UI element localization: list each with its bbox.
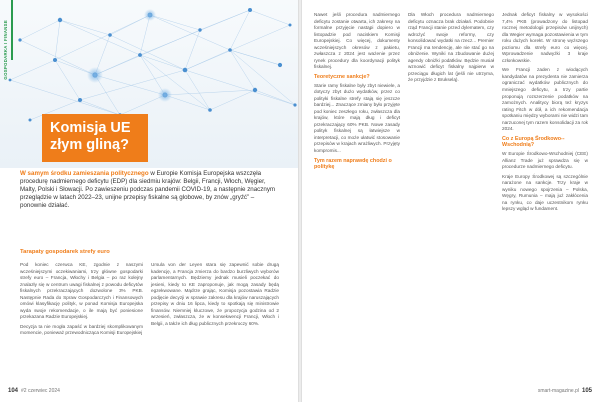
issue-label: #2 czerwiec 2024: [21, 388, 60, 394]
right-heading-2: Tym razem naprawdę chodzi o politykę: [314, 157, 392, 171]
right-column-3: [502, 12, 588, 216]
footer-left: [8, 388, 60, 394]
article-title-line2: złym gliną?: [50, 137, 129, 153]
left-subheading: Tarapaty gospodarek strefy euro: [20, 249, 110, 255]
article-title-line1: Komisja UE: [50, 120, 131, 136]
paragraph: Nawet jeśli procedura nadmiernego deficytu zostanie otwarta, ich zakresy na formalne przyjęcie nastąpi dopiero w listopadzie pod naciskiem Komisji Europejskiej. Co więcej, dokumenty wcześniejszych okresów z pakietu, zwłaszcza z 2024 jest ważenie przez rynek procedury dla koordynacji polityk fiskalnej.: [314, 12, 400, 70]
lead-bold: W samym środku zamieszania politycznego: [20, 170, 149, 177]
paragraph: Ursula von der Leyen stara się zapewnić sobie drugą kadencję, a Francja zmierza do bardzo burzliwych wyborów parlamentarnych. Będziemy jednak musieli poczekać do jesieni, kiedy to KE zaproponuje, jak mogą zasady będą egzekwowane. Mądrze grając, Komisja pozostawia Radzie podjęcie decyzji w sprawie zakresu dla krajów naruszających przepisy w dniu 16 lipca, kiedy to spotkają się ministrowie finansów. Niemniej kluczowe, że propozycja godzina od 2 wrzesień, zwłaszcza, że w konsekwencji Francji, Włoch i Belgii, a także ich dług publicznych przekroczy 60%.: [151, 262, 279, 326]
right-column-1: [314, 12, 400, 173]
right-column-2: [408, 12, 494, 87]
left-column-1: [20, 262, 143, 340]
paragraph: We Francji zaden z wiodących kandydatów na prezydenta nie zamierza ograniczać wydatków publicznych do mniejszego deficytu, a trzy partie proponują rozszerzenie podatków na zamożnych. Analitycy biorą też kryzys rating Fitch w dół, a ich rekomendacja spotkaniu między wyborami nie widzi tam narzuconej tym razem konsolidacji za rok 2024.: [502, 67, 588, 132]
article-title-box: [42, 114, 148, 162]
left-page: [0, 0, 298, 402]
section-bar: [11, 0, 13, 60]
lead-text: w Europie Komisja Europejska wszczęła procedurę nadmiernego deficytu (EDP) dla siedmiu krajów: Belgii, Francji, Włoch, Węgier, Malty, Polski i Słowacji. Po zawieszeniu podczas pandemii COVID-19, a następnie znacznym przeglądzie w latach 2022–23, unijne przepisy fiskalne są globowe, by znów „gryźć” – ponownie działać.: [20, 170, 276, 210]
paragraph: Jednak deficyt fiskalny w wysokości 7,4% PKB (prowadzony do listopad rocznej metodologii przepisów unijnych) dla Wegier wymaga pozostawienia w tym roku dużych korekt. W stronę wyższego poziomu dla strefy euro co więcej. Wprowadzenie nadwyżki 3 kraje członkowskie.: [502, 12, 588, 63]
left-column-2: [151, 262, 279, 330]
paragraph: Dla Włoch procedura nadmiernego deficytu oznacza brak działań. Podobnie rząd Francji stanie przed dylematem, czy wdrożyć swoje reformy, czy konsolidować wydatki na rzecz... Premier Francji ma tendencję, ale nie stać go na obniżenie. Wyniki na zbudowanie dużej agendy obniżki podatków. Będzie musiał wznowić deficyt fiskalny najpierw w przeciągu długich lat (jeśli nie utrzyma, że przyjdzie z Brukselą).: [408, 12, 494, 83]
right-heading-1: Teoretyczne sankcje?: [314, 73, 370, 80]
footer-right: [538, 388, 592, 394]
paragraph: Starie ramy fiskalne były zbyt niewiele, a dotyczy zbyt dużo wydatków, przez co polityki fiskalne strefy stają się jeszcze bardziej... Znaczące zmiany było przyjęte pod koniec zeszłego roku, zwłaszcza dla krajów, które mają dług i deficyt przekraczający 60% PKB. Nowe zasady polityk fiskalnej są łatwiejsze w interpretacji, co może ułatwić stosowanie przepisów w krajach wrażliwych. Przyjęty kompromis...: [314, 82, 400, 153]
right-page: [302, 0, 600, 402]
section-tag-label: GOSPODARKA I FINANSE: [3, 20, 8, 80]
page-number-left: 104: [8, 388, 19, 394]
article-lead: [20, 170, 282, 210]
paragraph: W Europie Środkowo-Wschodniej (CEE) Allianz Trade już sprawdza się w procedurze nadmiernego deficytu.: [502, 151, 588, 170]
paragraph: Decyzja ta nie mogła zapaść w bardziej skomplikowanym momencie, ponieważ przewodnicząca Komisji Europejskiej: [20, 323, 143, 336]
right-heading-3: Co z Europą Środkowo--Wschodnią?: [502, 135, 565, 149]
paragraph: Pod koniec czerwca KE, zgodnie z naszymi wcześniejszymi oczekiwaniami, trzy główne gospodarki strefy euro – Francja, Włochy i Belgia – po raz kolejny znalazły się w centrum uwagi fiskalnej z powodu deficytów fiskalnych przekraczających dozwolone 3% PKB. Następnie Rada do Spraw Gospodarczych i Finansowych omówi klasyfikację polityk, w ponad Komisja Europejska wyda swoje rekomendacje, o ile mają być poniesione przekazana Radzie Europejskiej.: [20, 262, 143, 320]
paragraph: Kraje Europy Środkowej są szczególnie narażone na sankcje. Trzy kraje w wyniku nowego spojrzenia – Polska, Węgry, Rumunia – mają już zakłócenia na rynku, co daje uczestnikom rynku lepszy wgląd w fundament.: [502, 173, 588, 212]
section-tag: [3, 20, 11, 90]
page-number-right: 105: [581, 388, 592, 394]
site-label: smart-magazine.pl: [537, 388, 579, 394]
